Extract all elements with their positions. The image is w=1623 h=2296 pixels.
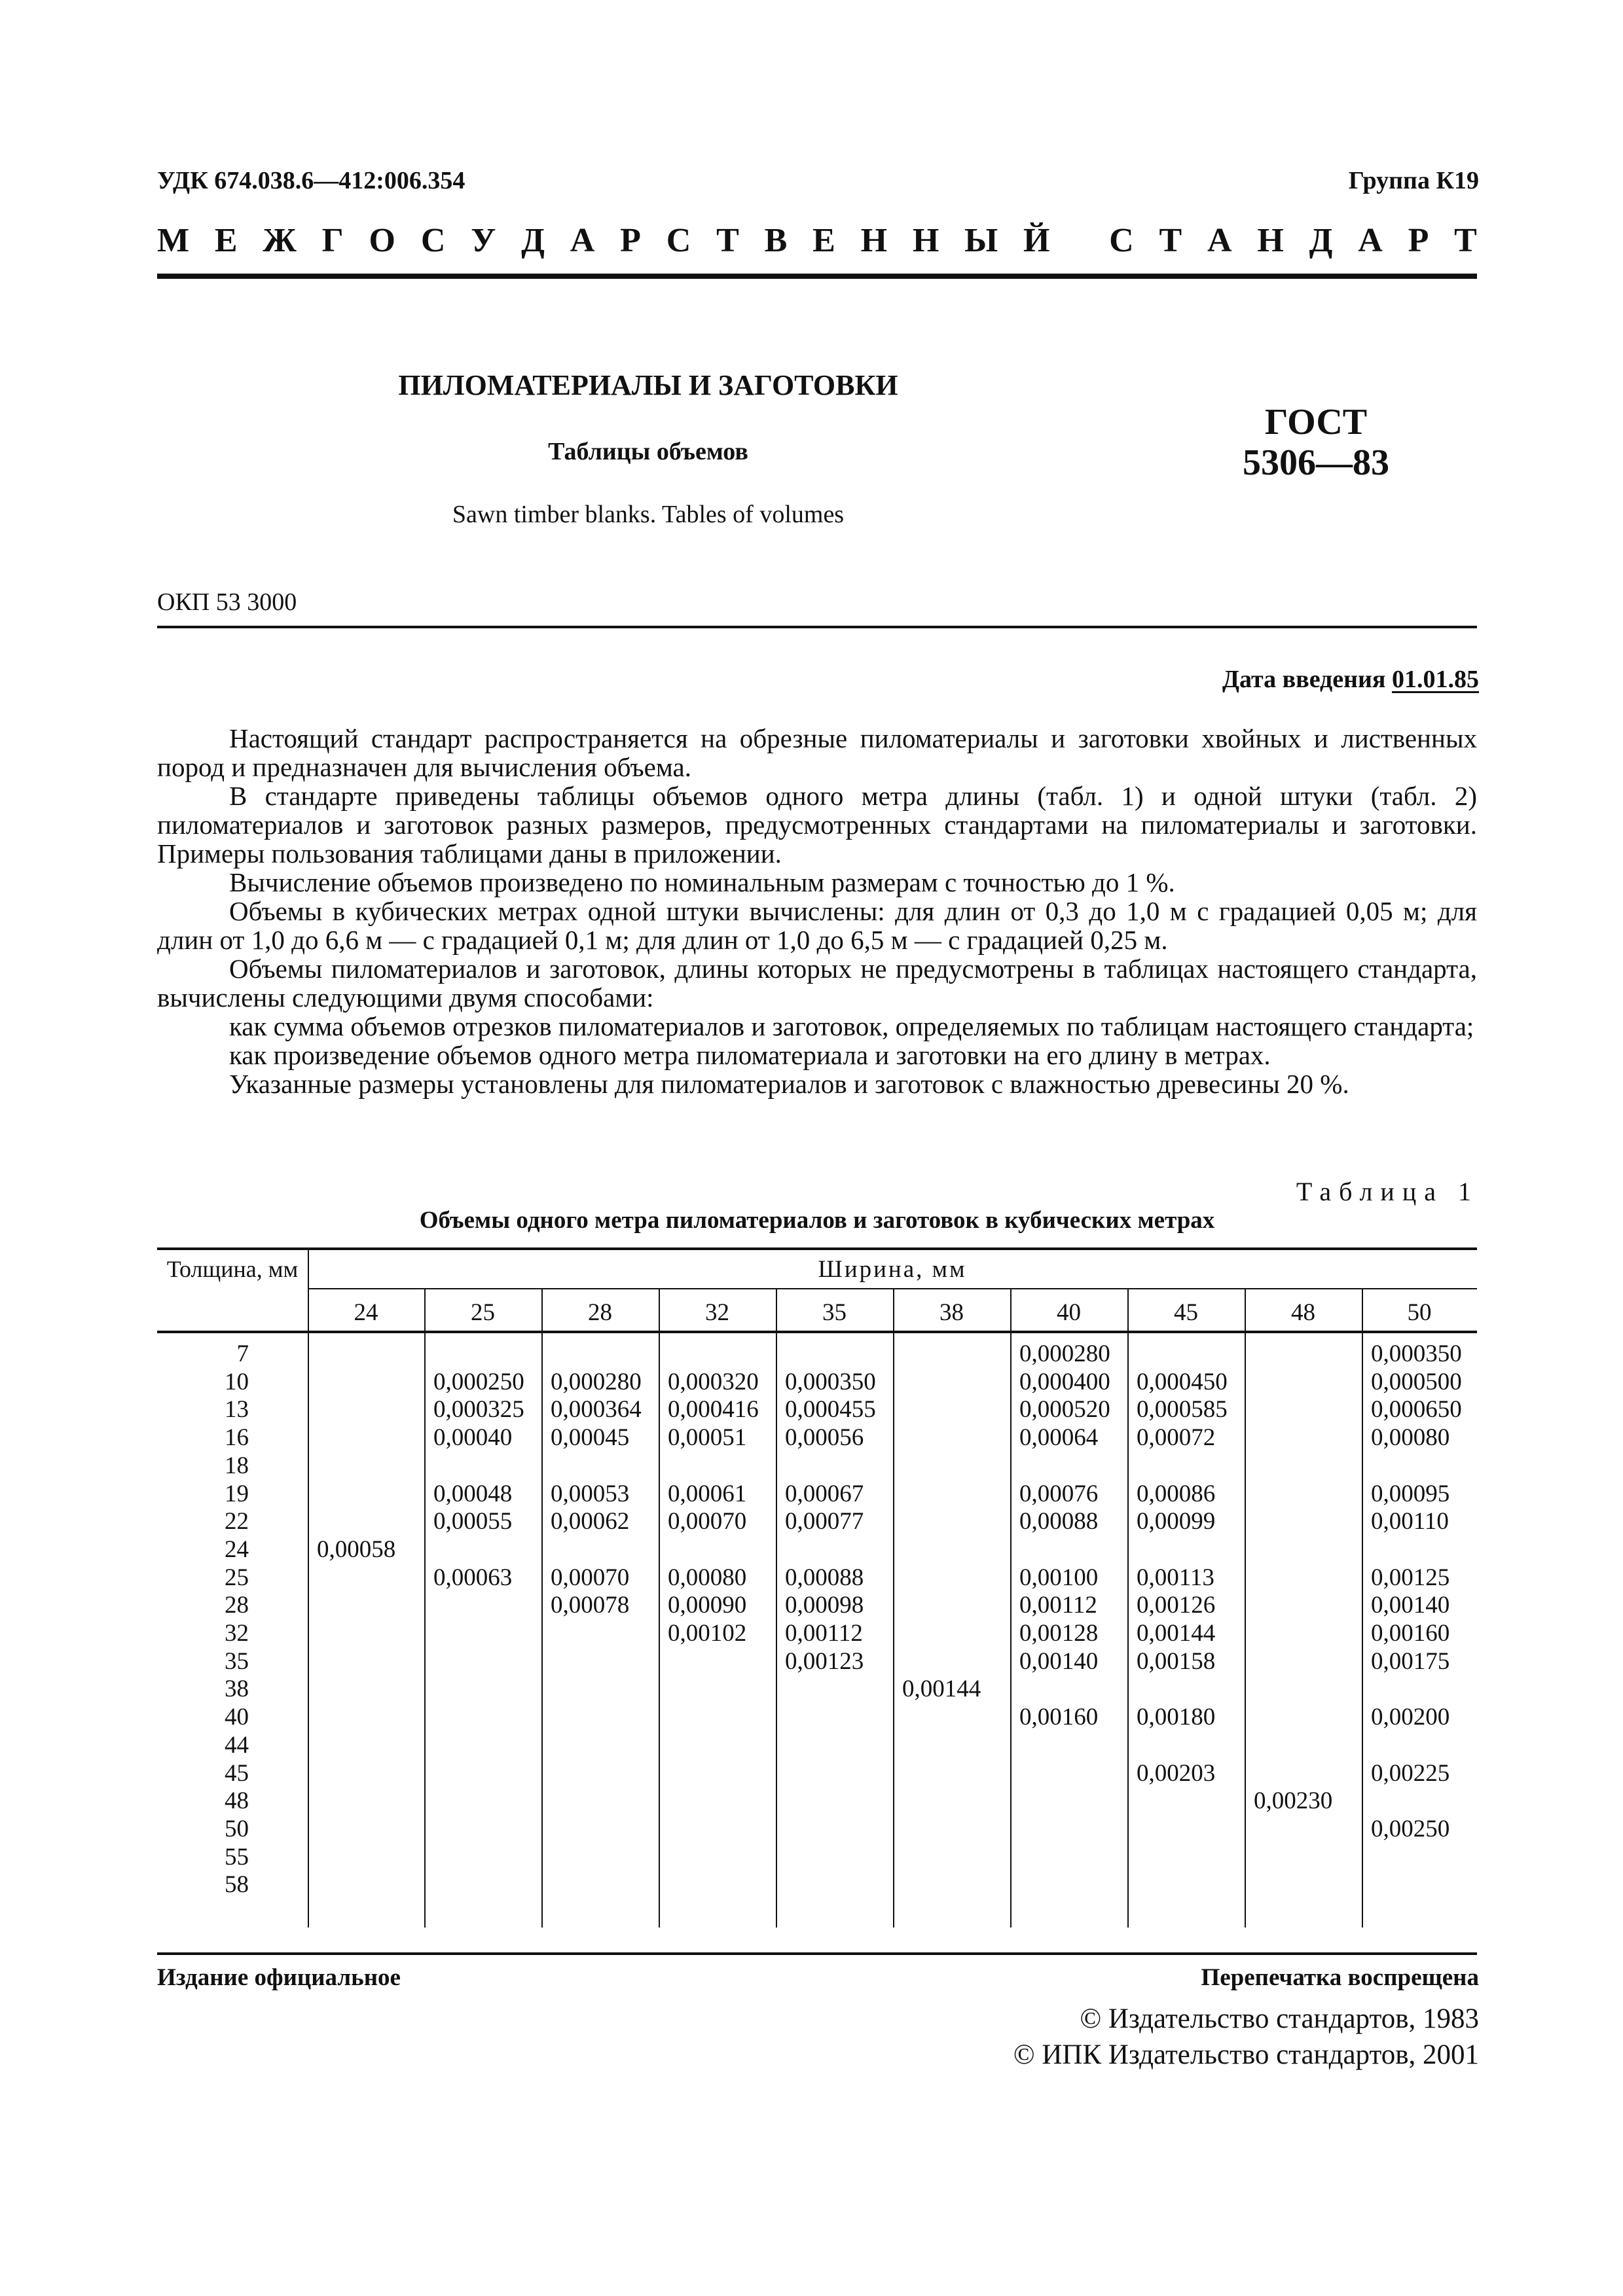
copyright-2001: © ИПК Издательство стандартов, 2001 — [1013, 2039, 1479, 2070]
thickness-value: 32 — [225, 1620, 249, 1647]
volume-cell: 0,000350 — [785, 1368, 876, 1395]
width-column-header: 45 — [1174, 1299, 1198, 1326]
width-header: Ширина, мм — [818, 1256, 967, 1283]
table-caption: Таблица 1 — [1296, 1177, 1479, 1206]
volume-cell: 0,00088 — [785, 1564, 864, 1591]
volume-cell: 0,00064 — [1019, 1424, 1099, 1452]
volume-cell: 0,00062 — [551, 1508, 630, 1535]
width-column-header: 40 — [1057, 1299, 1081, 1326]
volume-cell: 0,000250 — [433, 1368, 524, 1395]
volume-cell: 0,00070 — [551, 1564, 630, 1591]
volume-cell: 0,00203 — [1137, 1759, 1216, 1787]
introduction-date-value: 01.01.85 — [1392, 666, 1479, 693]
column-divider — [424, 1288, 426, 1928]
volume-cell: 0,00250 — [1371, 1815, 1450, 1842]
paragraph: В стандарте приведены таблицы объемов одного метра длины (табл. 1) и одной штуки (табл. 2) пиломатериалов и заготовок разных размеров, предусмотренных стандартами на пиломатериалы и заготовки. Примеры пользования таблицами даны в приложении. — [157, 781, 1477, 869]
width-column-header: 32 — [705, 1299, 729, 1326]
heading-letter: Г — [321, 222, 344, 259]
heading-letter: Н — [912, 222, 939, 259]
heading-letter: Т — [1159, 222, 1182, 259]
volume-cell: 0,00123 — [785, 1647, 864, 1675]
official-edition: Издание официальное — [157, 1964, 401, 1991]
paragraph: Объемы в кубических метрах одной штуки вычислены: для длин от 0,3 до 1,0 м с градацией 0,05 м; для длин от 1,0 до 6,6 м — с градацией 0,1 м; для длин от 1,0 до 6,5 м — с градацией 0,25 м. — [157, 896, 1477, 955]
column-divider — [1245, 1288, 1246, 1928]
document-title: ПИЛОМАТЕРИАЛЫ И ЗАГОТОВКИ — [398, 369, 898, 401]
okp-code: ОКП 53 3000 — [157, 588, 297, 616]
width-column-header: 24 — [354, 1299, 378, 1326]
volume-cell: 0,00126 — [1137, 1592, 1216, 1619]
paragraph: Объемы пиломатериалов и заготовок, длины которых не предусмотрены в таблицах настоящего стандарта, вычислены следующими двумя способами: — [157, 954, 1477, 1013]
width-column-header: 35 — [822, 1299, 847, 1326]
width-column-header: 38 — [939, 1299, 964, 1326]
heading-letter: Т — [716, 222, 739, 259]
thickness-value: 58 — [225, 1871, 249, 1899]
volume-cell: 0,00098 — [785, 1592, 864, 1619]
column-divider — [541, 1288, 543, 1928]
gost-label: ГОСТ — [1264, 402, 1368, 442]
thickness-value: 55 — [225, 1843, 249, 1871]
thickness-value: 44 — [225, 1731, 249, 1759]
header-rule — [157, 274, 1477, 279]
thickness-header: Толщина, мм — [166, 1256, 299, 1282]
heading-letter: У — [471, 222, 496, 259]
volume-cell: 0,00140 — [1019, 1647, 1099, 1675]
volume-cell: 0,00144 — [902, 1676, 981, 1703]
volume-cell: 0,000320 — [668, 1368, 759, 1395]
interstate-standard-heading — [157, 221, 1477, 260]
volume-cell: 0,00053 — [551, 1480, 630, 1507]
thickness-value: 13 — [225, 1396, 249, 1424]
table-header-bottom-rule — [157, 1331, 1477, 1333]
heading-letter: А — [570, 222, 595, 259]
gost-number — [1231, 402, 1401, 483]
volume-cell: 0,00080 — [668, 1564, 747, 1591]
thickness-value: 35 — [225, 1647, 249, 1675]
column-divider — [1127, 1288, 1129, 1928]
udk-code: УДК 674.038.6—412:006.354 — [157, 167, 465, 194]
volume-cell: 0,00128 — [1019, 1620, 1099, 1647]
volume-cell: 0,00070 — [668, 1508, 747, 1535]
thickness-value: 38 — [225, 1676, 249, 1703]
heading-letter: С — [1109, 222, 1134, 259]
heading-letter: А — [1207, 222, 1232, 259]
volume-cell: 0,00080 — [1371, 1424, 1450, 1452]
thickness-value: 16 — [225, 1424, 249, 1452]
thickness-value: 10 — [225, 1368, 249, 1395]
volume-cell: 0,000400 — [1019, 1368, 1110, 1395]
volume-cell: 0,000650 — [1371, 1396, 1462, 1424]
heading-letter: Е — [812, 222, 835, 259]
volume-cell: 0,000280 — [551, 1368, 642, 1395]
volume-cell: 0,00160 — [1019, 1704, 1099, 1731]
heading-letter: М — [157, 222, 190, 259]
thickness-value: 28 — [225, 1592, 249, 1619]
volume-cell: 0,000280 — [1019, 1340, 1110, 1367]
volume-cell: 0,00180 — [1137, 1704, 1216, 1731]
volume-cell: 0,000455 — [785, 1396, 876, 1424]
volume-cell: 0,00144 — [1137, 1620, 1216, 1647]
thickness-value: 18 — [225, 1452, 249, 1479]
thickness-value: 7 — [236, 1340, 249, 1367]
volume-cell: 0,00055 — [433, 1508, 513, 1535]
volume-cell: 0,00160 — [1371, 1620, 1450, 1647]
heading-letter: Н — [860, 222, 888, 259]
heading-letter — [1075, 221, 1084, 260]
volume-cell: 0,00225 — [1371, 1759, 1450, 1787]
heading-letter: Ж — [263, 222, 297, 259]
heading-letter: С — [420, 222, 446, 259]
heading-letter: Р — [620, 222, 641, 259]
footer-rule — [157, 1952, 1477, 1955]
volume-cell: 0,00040 — [433, 1424, 513, 1452]
paragraph: Вычисление объемов произведено по номинальным размерам с точностью до 1 %. — [229, 867, 1175, 897]
heading-letter: Д — [521, 222, 545, 259]
volume-cell: 0,00112 — [785, 1620, 863, 1647]
volume-cell: 0,00067 — [785, 1480, 864, 1507]
column-divider — [1010, 1288, 1012, 1928]
okp-rule — [157, 626, 1477, 628]
column-divider — [893, 1288, 894, 1928]
body-text — [157, 724, 1477, 1098]
paragraph: как сумма объемов отрезков пиломатериалов и заготовок, определяемых по таблицам настоящего стандарта; — [229, 1011, 1474, 1041]
volume-cell: 0,000416 — [668, 1396, 759, 1424]
thickness-value: 45 — [225, 1759, 249, 1787]
volume-cell: 0,00078 — [551, 1592, 630, 1619]
volume-cell: 0,000364 — [551, 1396, 642, 1424]
volume-cell: 0,00056 — [785, 1424, 864, 1452]
heading-letter: Е — [214, 222, 238, 259]
thickness-value: 25 — [225, 1564, 249, 1591]
heading-letter: Р — [1408, 222, 1429, 259]
paragraph: Указанные размеры установлены для пиломатериалов и заготовок с влажностью древесины 20 %. — [229, 1069, 1349, 1099]
width-column-header: 25 — [471, 1299, 495, 1326]
paragraph: как произведение объемов одного метра пиломатериала и заготовки на его длину в метрах. — [229, 1040, 1271, 1070]
heading-letter: Д — [1309, 222, 1333, 259]
volume-cell: 0,00058 — [317, 1535, 396, 1563]
heading-letter: В — [764, 222, 788, 259]
table-top-rule — [157, 1247, 1477, 1250]
width-column-header: 48 — [1291, 1299, 1315, 1326]
introduction-date-label: Дата введения — [1222, 666, 1386, 693]
heading-letter: Н — [1257, 222, 1284, 259]
volume-cell: 0,000500 — [1371, 1368, 1462, 1395]
width-column-header: 28 — [588, 1299, 612, 1326]
volume-cell: 0,00112 — [1019, 1592, 1097, 1619]
volume-cell: 0,00063 — [433, 1564, 513, 1591]
volume-cell: 0,00086 — [1137, 1480, 1216, 1507]
volume-cell: 0,00113 — [1137, 1564, 1214, 1591]
width-column-header: 50 — [1407, 1299, 1432, 1326]
volume-cell: 0,00090 — [668, 1592, 747, 1619]
volume-cell: 0,00110 — [1371, 1508, 1449, 1535]
volume-cell: 0,00045 — [551, 1424, 630, 1452]
thickness-value: 50 — [225, 1815, 249, 1842]
thickness-value: 40 — [225, 1704, 249, 1731]
heading-letter: Й — [1023, 222, 1050, 259]
table-title: Объемы одного метра пиломатериалов и заготовок в кубических метрах — [419, 1207, 1215, 1234]
thickness-value: 48 — [225, 1787, 249, 1815]
thickness-value: 22 — [225, 1508, 249, 1535]
volume-cell: 0,00061 — [668, 1480, 747, 1507]
volume-cell: 0,00140 — [1371, 1592, 1450, 1619]
introduction-date — [1222, 665, 1479, 694]
volume-cell: 0,00125 — [1371, 1564, 1450, 1591]
document-subtitle: Таблицы объемов — [548, 438, 748, 465]
gost-code: 5306—83 — [1243, 442, 1389, 483]
heading-letter: Ы — [964, 222, 998, 259]
volume-cell: 0,00200 — [1371, 1704, 1450, 1731]
volume-cell: 0,000450 — [1137, 1368, 1228, 1395]
volume-cell: 0,00048 — [433, 1480, 513, 1507]
volume-cell: 0,00230 — [1254, 1787, 1333, 1815]
volume-cell: 0,000585 — [1137, 1396, 1228, 1424]
volume-cell: 0,00076 — [1019, 1480, 1099, 1507]
volume-cell: 0,00099 — [1137, 1508, 1216, 1535]
volume-cell: 0,00051 — [668, 1424, 747, 1452]
column-divider — [659, 1288, 660, 1928]
volume-cell: 0,000350 — [1371, 1340, 1462, 1367]
group-code: Группа К19 — [1348, 167, 1479, 194]
volume-cell: 0,00158 — [1137, 1647, 1216, 1675]
volume-cell: 0,000520 — [1019, 1396, 1110, 1424]
volume-cell: 0,00072 — [1137, 1424, 1216, 1452]
english-title: Sawn timber blanks. Tables of volumes — [452, 501, 845, 528]
volume-cell: 0,00088 — [1019, 1508, 1099, 1535]
column-divider — [1362, 1288, 1363, 1928]
thickness-value: 19 — [225, 1480, 249, 1507]
column-divider — [308, 1247, 309, 1928]
volume-cell: 0,00077 — [785, 1508, 864, 1535]
heading-letter: О — [369, 222, 395, 259]
heading-letter: А — [1358, 222, 1383, 259]
table-header-divider — [308, 1288, 1477, 1289]
volume-cell: 0,00102 — [668, 1620, 747, 1647]
heading-letter: С — [666, 222, 691, 259]
copyright-1983: © Издательство стандартов, 1983 — [1080, 2003, 1479, 2034]
column-divider — [776, 1288, 777, 1928]
paragraph: Настоящий стандарт распространяется на обрезные пиломатериалы и заготовки хвойных и лиственных пород и предназначен для вычисления объема. — [157, 723, 1477, 782]
volume-cell: 0,00175 — [1371, 1647, 1450, 1675]
volume-cell: 0,000325 — [433, 1396, 524, 1424]
volume-cell: 0,00095 — [1371, 1480, 1450, 1507]
reprint-prohibited: Перепечатка воспрещена — [1201, 1964, 1479, 1991]
volume-cell: 0,00100 — [1019, 1564, 1099, 1591]
heading-letter: Т — [1454, 222, 1477, 259]
thickness-value: 24 — [225, 1535, 249, 1563]
